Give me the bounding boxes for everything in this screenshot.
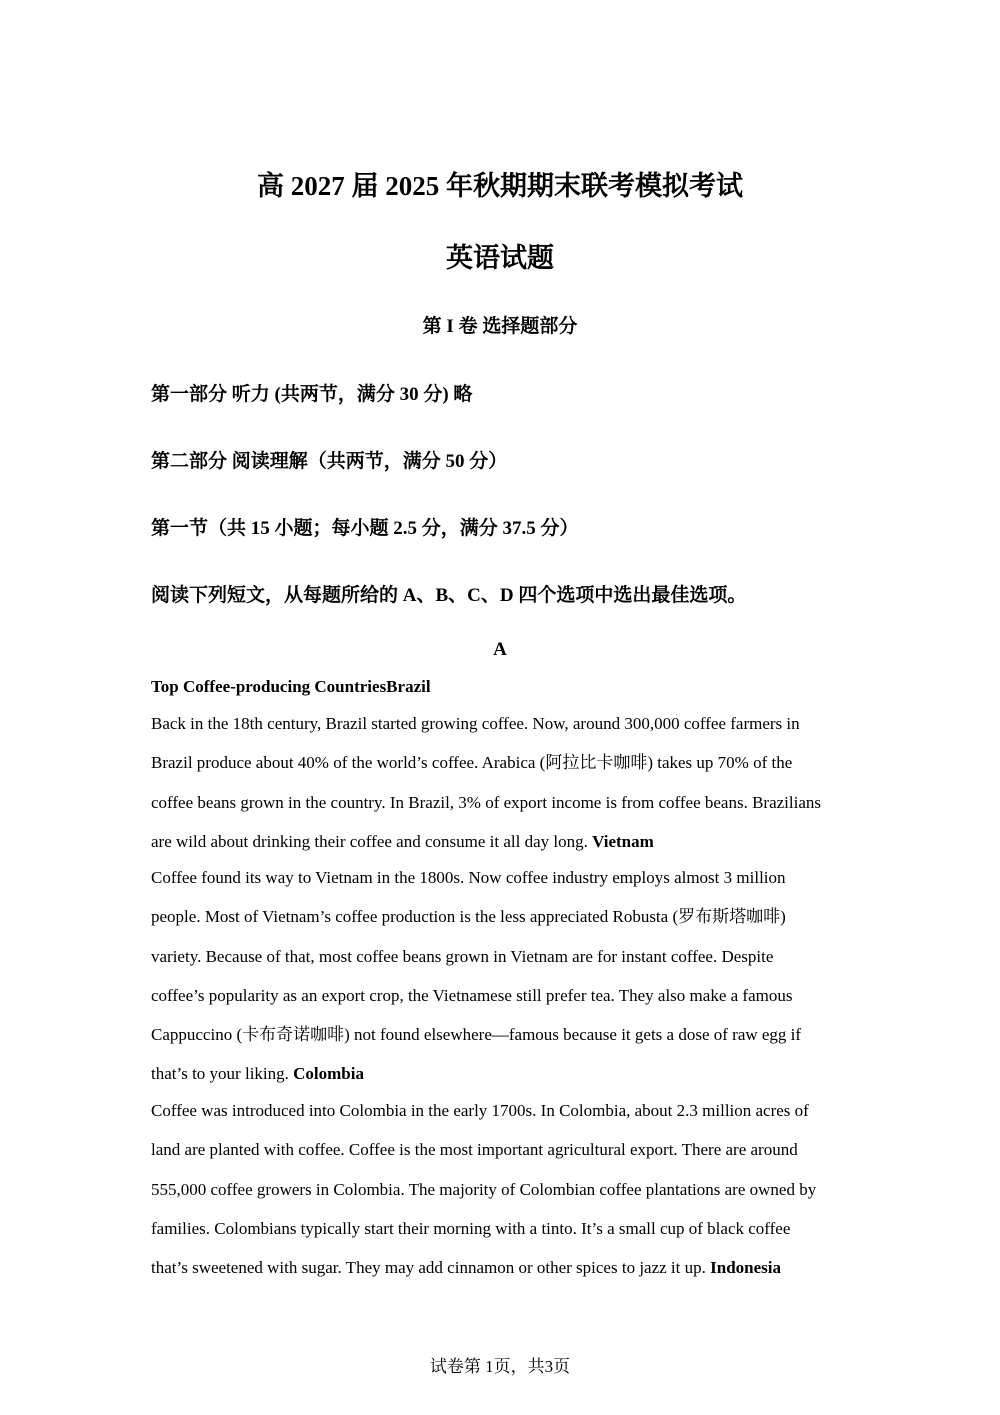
- country-heading-indonesia: Indonesia: [710, 1258, 781, 1278]
- passage-letter: A: [493, 639, 507, 660]
- passage-title: Top Coffee-producing CountriesBrazil: [151, 677, 431, 696]
- page-footer: 试卷第 1页，共3页: [429, 1357, 571, 1376]
- part2-heading: 第二部分 阅读理解（共两节，满分 50 分）: [151, 451, 508, 472]
- paragraph-line: families. Colombians typically start their morning with a tinto. It’s a small cup of black coffee: [151, 1218, 791, 1238]
- paragraph-line: coffee beans grown in the country. In Brazil, 3% of export income is from coffee beans. Brazilians: [151, 792, 822, 812]
- exam-title: 高 2027 届 2025 年秋期期末联考模拟考试: [257, 171, 743, 201]
- paragraph-line: land are planted with coffee. Coffee is the most important agricultural export. There are around: [151, 1140, 798, 1160]
- paragraph-vietnam: [151, 858, 851, 1094]
- paragraph-line: Coffee found its way to Vietnam in the 1800s. Now coffee industry employs almost 3 million: [151, 868, 786, 887]
- paragraph-line: people. Most of Vietnam’s coffee production is the less appreciated Robusta (罗布斯塔咖啡): [151, 907, 786, 927]
- paragraph-line: coffee’s popularity as an export crop, the Vietnamese still prefer tea. They also make a famous: [151, 985, 793, 1005]
- paragraph-line: Coffee was introduced into Colombia in the early 1700s. In Colombia, about 2.3 million acres of: [151, 1101, 809, 1120]
- paragraph-line: Back in the 18th century, Brazil started growing coffee. Now, around 300,000 coffee farmers in: [151, 714, 800, 733]
- paragraph-line: variety. Because of that, most coffee beans grown in Vietnam are for instant coffee. Despite: [151, 946, 774, 966]
- part1-heading: 第一部分 听力 (共两节，满分 30 分) 略: [151, 384, 473, 405]
- paragraph-line: that’s sweetened with sugar. They may add cinnamon or other spices to jazz it up.: [151, 1258, 711, 1278]
- paragraph-line: are wild about drinking their coffee and consume it all day long.: [151, 831, 593, 851]
- paragraph-line-with-heading: [151, 1248, 851, 1287]
- paragraph-line: Brazil produce about 40% of the world’s coffee. Arabica (阿拉比卡咖啡) takes up 70% of the: [151, 753, 793, 773]
- paragraph-line: 555,000 coffee growers in Colombia. The majority of Colombian coffee plantations are owned by: [151, 1179, 817, 1199]
- country-heading-colombia: Colombia: [293, 1064, 364, 1084]
- reading-instruction: 阅读下列短文，从每题所给的 A、B、C、D 四个选项中选出最佳选项。: [151, 585, 747, 606]
- paragraph-line: Cappuccino (卡布奇诺咖啡) not found elsewhere—famous because it gets a dose of raw egg if: [151, 1025, 802, 1045]
- country-heading-vietnam: Vietnam: [592, 831, 654, 851]
- paragraph-line: that’s to your liking.: [151, 1064, 294, 1084]
- section1-heading: 第一节（共 15 小题；每小题 2.5 分，满分 37.5 分）: [151, 518, 579, 539]
- volume-heading: 第 I 卷 选择题部分: [422, 316, 578, 337]
- paragraph-brazil: [151, 704, 851, 861]
- paragraph-line-with-heading: [151, 1054, 851, 1093]
- exam-subject-title: 英语试题: [446, 243, 554, 273]
- paragraph-line-with-heading: [151, 822, 851, 861]
- paragraph-colombia: [151, 1091, 851, 1287]
